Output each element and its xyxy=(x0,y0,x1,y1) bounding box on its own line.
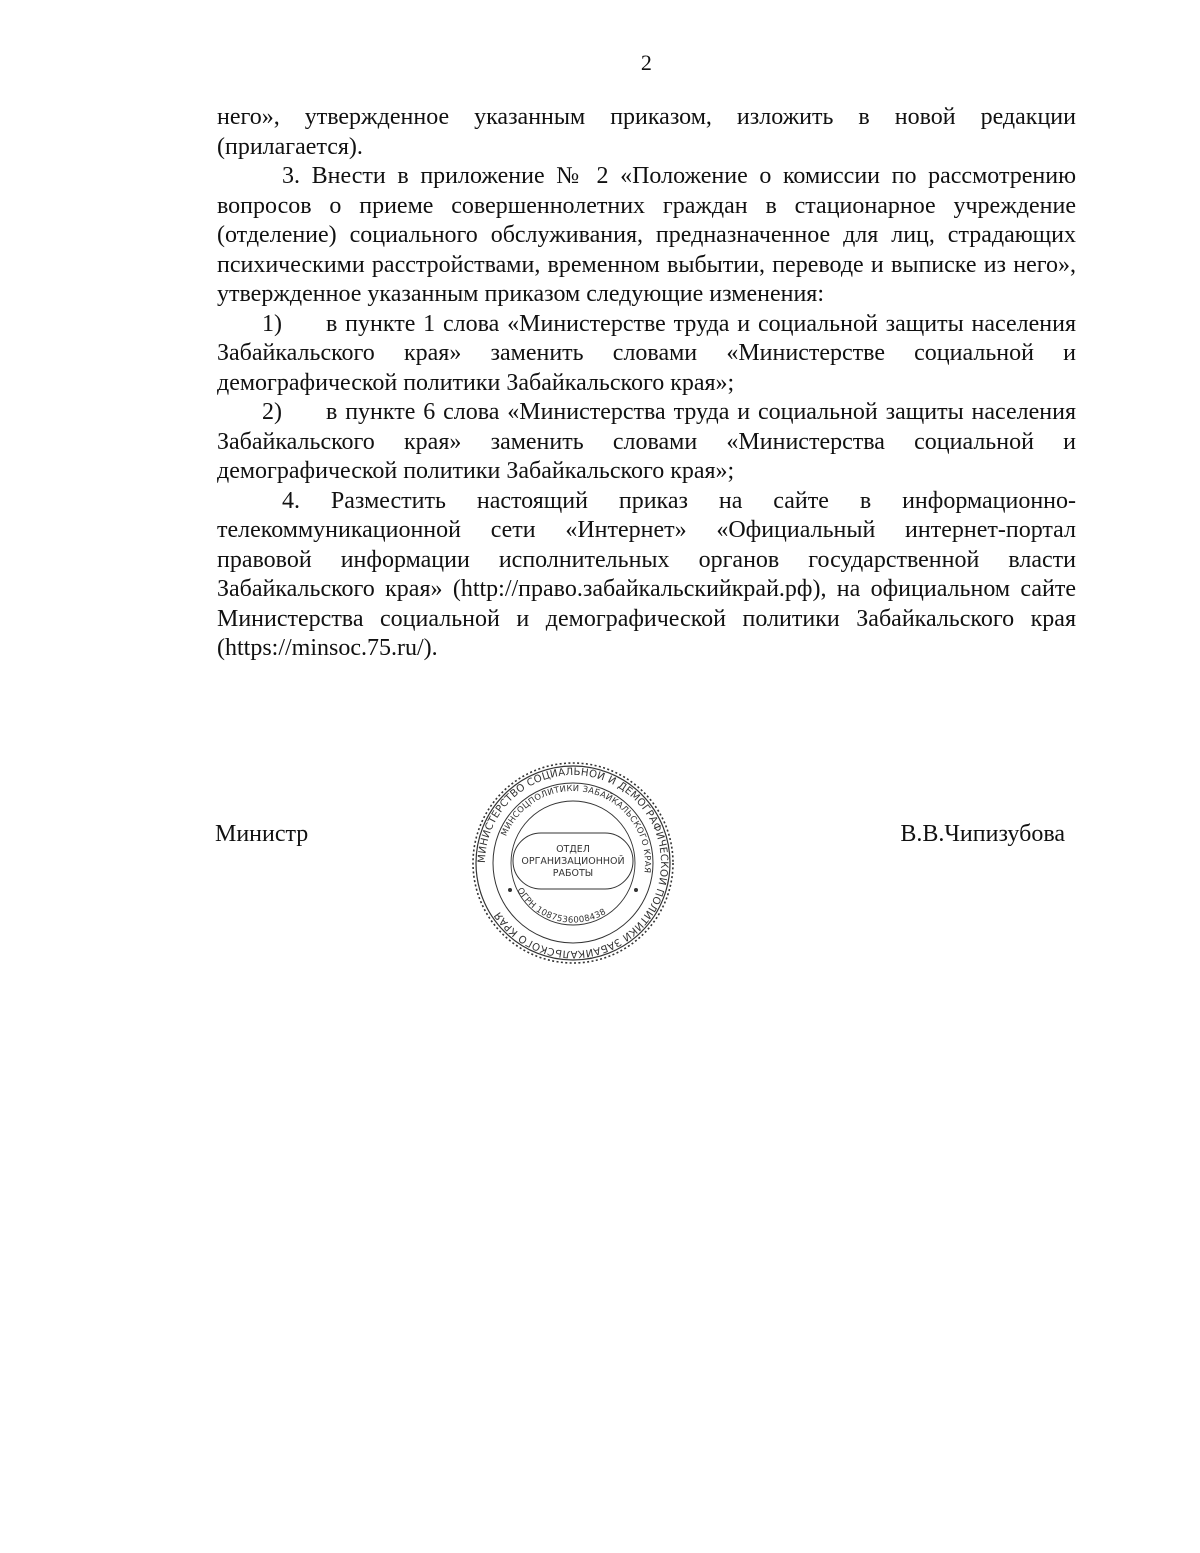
signer-title: Министр xyxy=(215,821,309,847)
document-body xyxy=(217,103,1076,664)
signer-name: В.В.Чипизубова xyxy=(900,821,1065,847)
list-item xyxy=(217,398,1076,487)
page-number: 2 xyxy=(640,50,653,75)
seal-ogrn-text: ОГРН 1087536008438 xyxy=(514,886,608,926)
list-item-number: 2) xyxy=(262,399,282,425)
list-item-number: 1) xyxy=(262,310,282,337)
seal-image xyxy=(470,760,676,966)
list-item-text: в пункте 1 слова «Министерстве труда и социальной защиты населения Забайкальского края» заменить словами «Министерстве социальной и демографической политики Забайкальского края»; xyxy=(217,310,1076,396)
seal-center-line: ОРГАНИЗАЦИОННОЙ xyxy=(521,856,625,867)
seal-center-line: ОТДЕЛ xyxy=(556,844,590,855)
seal-center-line: РАБОТЫ xyxy=(552,868,594,879)
paragraph-3: 3. Внести в приложение № 2 «Положение о комиссии по рассмотрению вопросов о приеме совершеннолетних граждан в стационарное учреждение (отделение) социального обслуживания, предназначенное для лиц, страдающих психическими расстройствами, временном выбытии, переводе и выписке из него», утвержденное указанным приказом следующие изменения: xyxy=(217,163,1076,307)
list-item-text: в пункте 6 слова «Министерства труда и социальной защиты населения Забайкальского края» заменить словами «Министерства социальной и демографической политики Забайкальского края»; xyxy=(217,399,1076,484)
official-seal xyxy=(470,760,676,966)
svg-text:ОГРН 1087536008438 xyxy=(514,886,607,926)
list-item xyxy=(217,310,1076,399)
seal-outer-text: МИНИСТЕРСТВО СОЦИАЛЬНОЙ И ДЕМОГРАФИЧЕСКОЙ ПОЛИТИКИ ЗАБАЙКАЛЬСКОГО КРАЯ xyxy=(476,766,670,960)
paragraph-4: 4. Разместить настоящий приказ на сайте в информационно-телекоммуникационной сети «Интернет» «Официальный интернет-портал правовой информации исполнительных органов государственной власти Забайкальского края» (http://право.забайкальскийкрай.рф), на официальном сайте Министерства социальной и демографической политики Забайкальского края (https://minsoc.75.ru/). xyxy=(217,487,1076,661)
seal-inner-text: МИНСОЦПОЛИТИКИ ЗАБАЙКАЛЬСКОГО КРАЯ xyxy=(498,782,654,874)
paragraph-continuation: него», утвержденное указанным приказом, изложить в новой редакции (прилагается). xyxy=(217,104,1076,160)
